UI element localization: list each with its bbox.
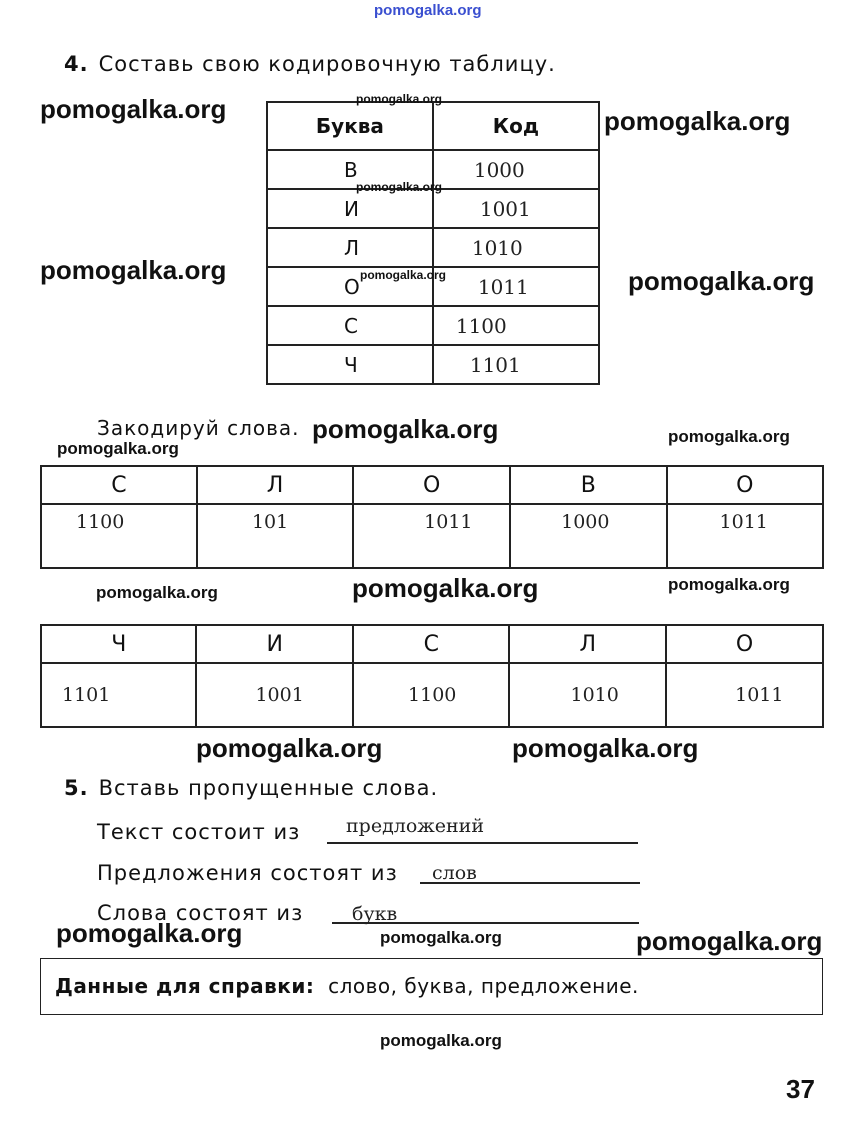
watermark: pomogalka.org bbox=[380, 928, 502, 947]
word2-code: 1011 bbox=[735, 684, 784, 706]
row-letter: Ч bbox=[267, 345, 433, 384]
task5-heading bbox=[64, 776, 438, 800]
task4-heading bbox=[64, 52, 556, 76]
task5-number: 5. bbox=[64, 776, 89, 800]
table-row bbox=[267, 189, 599, 228]
header-code: Код bbox=[433, 102, 599, 150]
word1-letter: В bbox=[510, 466, 666, 504]
table-row bbox=[267, 228, 599, 267]
coding-table bbox=[266, 101, 600, 385]
word1-letter: О bbox=[353, 466, 510, 504]
watermark: pomogalka.org bbox=[96, 583, 218, 602]
word1-code: 1100 bbox=[76, 511, 125, 533]
row-code: 1000 bbox=[433, 150, 599, 189]
watermark: pomogalka.org bbox=[668, 575, 790, 594]
fill-line-prompt: Слова состоят из bbox=[97, 901, 304, 925]
word2-code: 1101 bbox=[62, 684, 111, 706]
fill-line-prompt: Предложения состоят из bbox=[97, 861, 398, 885]
fill-line-prompt: Текст состоит из bbox=[97, 820, 301, 844]
word1-letter: О bbox=[667, 466, 823, 504]
watermark: pomogalka.org bbox=[40, 94, 227, 124]
reference-text: слово, буква, предложение. bbox=[328, 974, 639, 998]
word2-letter: Л bbox=[509, 625, 666, 663]
word1-table bbox=[40, 465, 824, 569]
watermark: pomogalka.org bbox=[668, 427, 790, 446]
word1-letter: Л bbox=[197, 466, 353, 504]
word1-code: 1011 bbox=[719, 511, 768, 533]
watermark: pomogalka.org bbox=[356, 92, 443, 106]
watermark: pomogalka.org bbox=[380, 1031, 502, 1050]
answer-line bbox=[327, 842, 638, 844]
answer-text: предложений bbox=[346, 815, 484, 837]
row-code: 1010 bbox=[433, 228, 599, 267]
watermark: pomogalka.org bbox=[604, 106, 791, 136]
watermark: pomogalka.org bbox=[196, 733, 383, 763]
word1-code: 1011 bbox=[424, 511, 473, 533]
reference-label: Данные для справки: bbox=[55, 974, 315, 998]
word2-letter: И bbox=[196, 625, 353, 663]
reference-box bbox=[40, 958, 823, 1015]
header-letter: Буква bbox=[267, 102, 433, 150]
task4-number: 4. bbox=[64, 52, 89, 76]
answer-text: слов bbox=[432, 862, 477, 884]
row-letter: В bbox=[267, 150, 433, 189]
watermark: pomogalka.org bbox=[40, 255, 227, 285]
watermark: pomogalka.org bbox=[312, 414, 499, 444]
reference-content bbox=[55, 974, 639, 998]
word2-letter: О bbox=[666, 625, 823, 663]
row-letter: О bbox=[267, 267, 433, 306]
watermark: pomogalka.org bbox=[356, 180, 443, 194]
answer-text: букв bbox=[352, 903, 398, 925]
watermark: pomogalka.org bbox=[360, 268, 447, 282]
row-letter: Л bbox=[267, 228, 433, 267]
word2-code: 1100 bbox=[408, 684, 457, 706]
word1-code: 1000 bbox=[561, 511, 610, 533]
task5-title: Вставь пропущенные слова. bbox=[98, 776, 439, 800]
word2-code: 1010 bbox=[570, 684, 619, 706]
watermark: pomogalka.org bbox=[628, 266, 815, 296]
word1-letter: С bbox=[41, 466, 197, 504]
table-row bbox=[267, 306, 599, 345]
row-code: 1100 bbox=[433, 306, 599, 345]
row-code: 1101 bbox=[433, 345, 599, 384]
watermark: pomogalka.org bbox=[636, 926, 823, 956]
row-letter: И bbox=[267, 189, 433, 228]
word1-code: 101 bbox=[251, 511, 289, 533]
word2-letter: С bbox=[353, 625, 509, 663]
word2-letter: Ч bbox=[41, 625, 196, 663]
watermark: pomogalka.org bbox=[57, 439, 179, 458]
watermark: pomogalka.org bbox=[512, 733, 699, 763]
page-number: 37 bbox=[786, 1074, 815, 1104]
row-code: 1011 bbox=[433, 267, 599, 306]
row-letter: С bbox=[267, 306, 433, 345]
word2-table bbox=[40, 624, 824, 728]
watermark: pomogalka.org bbox=[374, 2, 482, 19]
encode-label: Закодируй слова. bbox=[97, 416, 300, 440]
task4-title: Составь свою кодировочную таблицу. bbox=[98, 52, 556, 76]
row-code: 1001 bbox=[433, 189, 599, 228]
watermark: pomogalka.org bbox=[56, 918, 243, 948]
table-row bbox=[267, 345, 599, 384]
watermark: pomogalka.org bbox=[352, 573, 539, 603]
word2-code: 1001 bbox=[255, 684, 304, 706]
